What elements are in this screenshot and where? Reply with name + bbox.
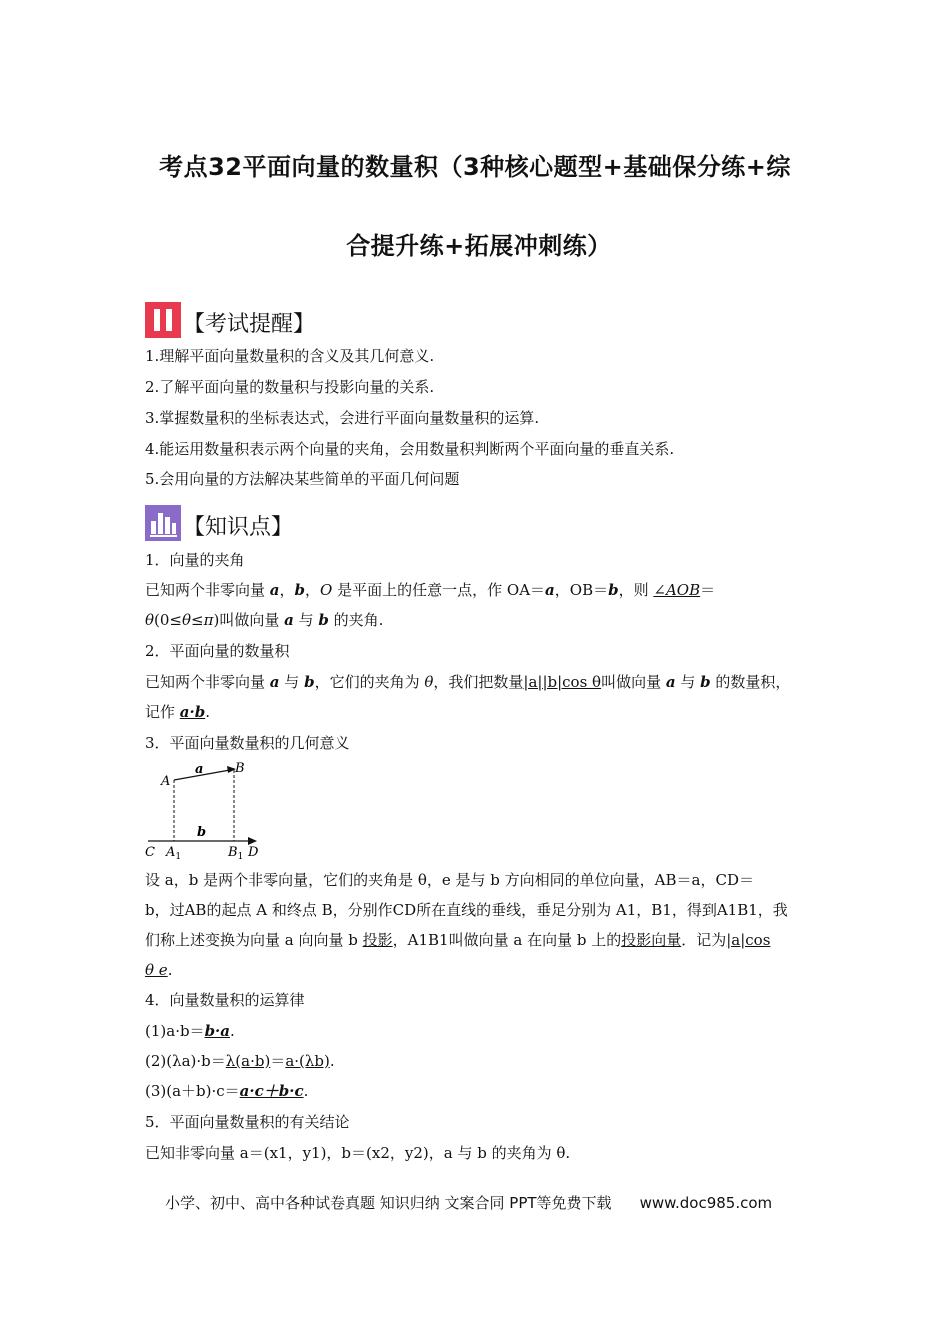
exam-item: 1.理解平面向量数量积的含义及其几何意义. [145,347,435,365]
exam-item: 2.了解平面向量的数量积与投影向量的关系. [145,378,435,396]
vector-b-arrowhead [248,837,257,845]
knowledge-p3-line3: 们称上述变换为向量 a 向向量 b 投影，A1B1叫做向量 a 在向量 b 上的投影向量．记为|a|cos [145,931,771,949]
knowledge-p3-line4: θ e. [145,961,173,979]
footer-site-link[interactable]: www.doc985.com [639,1194,773,1212]
exam-item: 5.会用向量的方法解决某些简单的平面几何问题 [145,470,460,488]
knowledge-heading-4: 4．向量数量积的运算律 [145,991,305,1009]
knowledge-p5-line1: 已知非零向量 a＝(x1，y1)，b＝(x2，y2)，a 与 b 的夹角为 θ. [145,1144,571,1162]
pause-bars-icon [145,302,181,338]
knowledge-heading-1: 1．向量的夹角 [145,551,245,569]
label-C: C [145,845,155,860]
label-A: A [161,774,171,789]
exam-section-heading: 【考试提醒】 [183,312,316,337]
knowledge-p2-line1: 已知两个非零向量 a 与 b，它们的夹角为 θ，我们把数量|a||b|cos θ叫做向量 a 与 b 的数量积， [145,673,791,691]
exam-item: 4.能运用数量积表示两个向量的夹角，会用数量积判断两个平面向量的垂直关系. [145,440,675,458]
knowledge-section-header [145,505,293,541]
projection-figure [140,758,270,862]
label-D: D [248,845,259,860]
exam-section-header [145,302,315,338]
label-a: a [195,762,204,777]
document-title-line1: 考点32平面向量的数量积（3种核心题型+基础保分练+综 [159,153,791,181]
knowledge-heading-5: 5．平面向量数量积的有关结论 [145,1113,350,1131]
exam-item: 3.掌握数量积的坐标表达式，会进行平面向量数量积的运算. [145,409,540,427]
knowledge-section-heading: 【知识点】 [183,515,294,540]
knowledge-p3-line1: 设 a，b 是两个非零向量，它们的夹角是 θ，e 是与 b 方向相同的单位向量，AB＝a，CD＝ [145,871,754,889]
document-title-line2: 合提升练+拓展冲刺练） [346,232,612,260]
label-B: B [235,761,245,776]
label-B1: $B_1$ [228,845,244,862]
bar-chart-icon [145,505,181,541]
knowledge-heading-2: 2．平面向量的数量积 [145,642,290,660]
knowledge-p2-line2: 记作 a·b. [145,703,210,721]
knowledge-rule-3: (3)(a＋b)·c＝a·c＋b·c. [145,1082,309,1100]
knowledge-p1-line1: 已知两个非零向量 a，b，O 是平面上的任意一点，作 OA＝a，OB＝b，则 ∠AOB＝ [145,581,716,599]
label-b: b [197,825,207,840]
footer-text: 小学、初中、高中各种试卷真题 知识归纳 文案合同 PPT等免费下载 [165,1194,612,1212]
label-A1: $A_1$ [166,845,182,862]
knowledge-p1-line2: θ(0≤θ≤π)叫做向量 a 与 b 的夹角. [145,611,384,629]
knowledge-heading-3: 3．平面向量数量积的几何意义 [145,734,350,752]
knowledge-p3-line2: b，过AB的起点 A 和终点 B，分别作CD所在直线的垂线，垂足分别为 A1，B1，得到A1B1，我 [145,901,788,919]
page-footer [165,1192,772,1213]
knowledge-rule-2: (2)(λa)·b＝λ(a·b)＝a·(λb). [145,1052,335,1070]
knowledge-rule-1: (1)a·b＝b·a. [145,1022,235,1040]
